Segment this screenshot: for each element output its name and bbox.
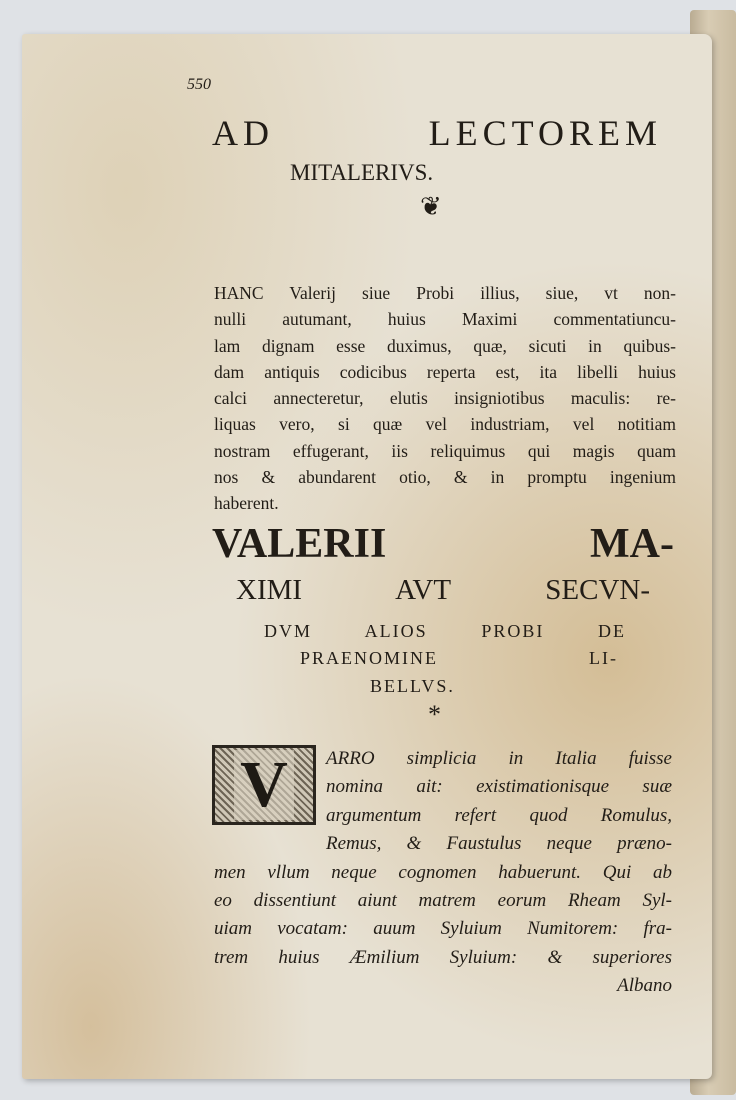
text-line: Remus, & Faustulus neque præno- bbox=[326, 833, 672, 855]
work-title-line: DVM ALIOS PROBI DE bbox=[264, 621, 626, 641]
text-line: HANC Valerij siue Probi illius, siue, vt non- bbox=[214, 283, 676, 303]
text-line: liquas vero, si quæ vel industriam, vel notitiam bbox=[214, 414, 676, 435]
heading-title: AD LECTOREM bbox=[212, 113, 662, 153]
text-line: men vllum neque cognomen habuerunt. Qui ab bbox=[214, 861, 672, 883]
drop-cap-letter: V bbox=[234, 750, 294, 820]
work-title-line: BELLVS. bbox=[370, 676, 455, 696]
text-line: nomina ait: existimationisque suæ bbox=[326, 776, 672, 798]
text-line: haberent. bbox=[214, 493, 279, 514]
text-line: calci annecteretur, elutis insigniotibus maculis: re- bbox=[214, 388, 676, 409]
ornament-icon: ❦ bbox=[420, 192, 442, 221]
body-paragraph bbox=[214, 745, 672, 1001]
asterisk-mark: * bbox=[428, 700, 441, 729]
text-line: uiam vocatam: auum Syluium Numitorem: fra- bbox=[214, 918, 672, 940]
text-line: dam antiquis codicibus reperta est, ita libelli huius bbox=[214, 361, 676, 382]
work-title-line: VALERII MA- bbox=[212, 521, 674, 567]
text-line: ARRO simplicia in Italia fuisse bbox=[326, 748, 672, 769]
text-line: lam dignam esse duximus, quæ, sicuti in quibus- bbox=[214, 335, 676, 356]
catchword: Albano bbox=[617, 975, 672, 997]
text-line: trem huius Æmilium Syluium: & superiores bbox=[214, 946, 672, 968]
page-number: 550 bbox=[187, 76, 211, 93]
text-line: eo dissentiunt aiunt matrem eorum Rheam Syl- bbox=[214, 890, 672, 912]
work-title-line: XIMI AVT SECVN- bbox=[236, 574, 650, 606]
preface-paragraph bbox=[214, 280, 676, 517]
work-title-line: PRAENOMINE LI- bbox=[300, 648, 618, 668]
text-line: argumentum refert quod Romulus, bbox=[326, 804, 672, 826]
text-line: nos & abundarent otio, & in promptu ingenium bbox=[214, 467, 676, 488]
text-line: nostram effugerant, iis reliquimus qui magis quam bbox=[214, 440, 676, 461]
text-line: nulli autumant, huius Maximi commentatiuncu- bbox=[214, 309, 676, 330]
heading-subtitle: MITALERIVS. bbox=[290, 160, 434, 185]
